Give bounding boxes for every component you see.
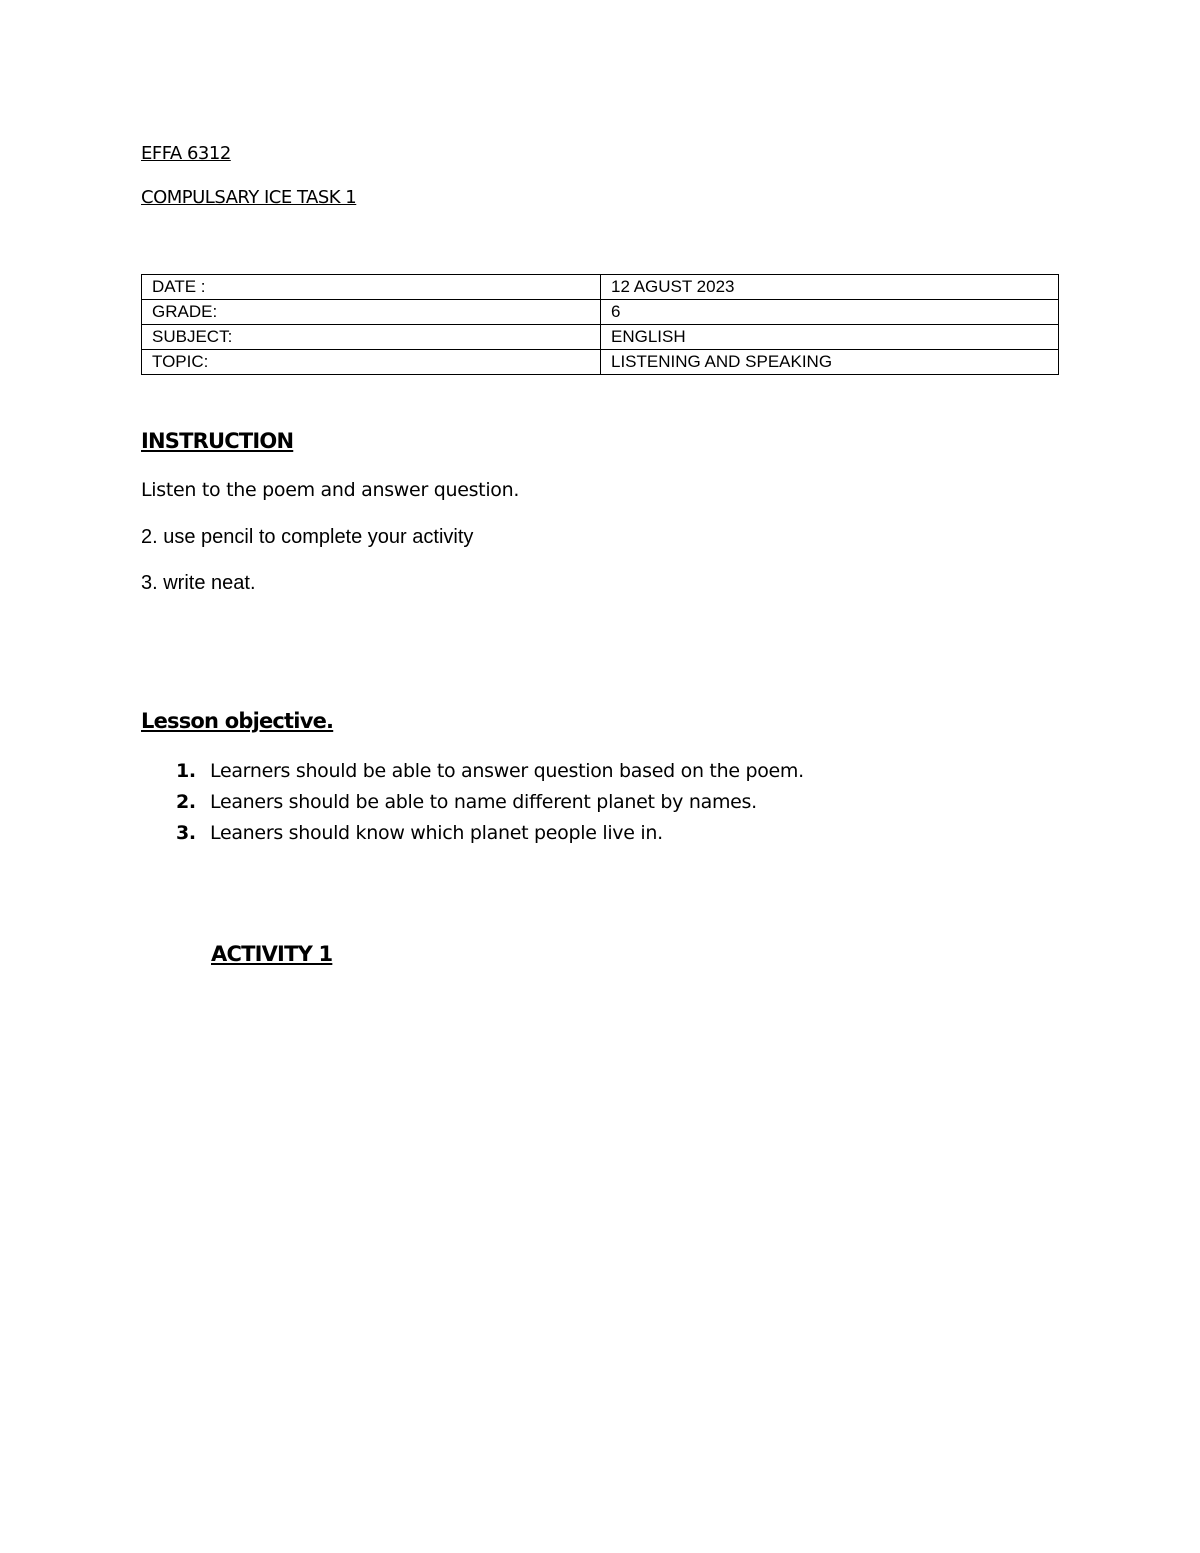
grade-value: 6 [601, 300, 1059, 325]
table-row [142, 275, 1059, 300]
lesson-objective-list [141, 756, 804, 849]
list-item-text: Learners should be able to answer question based on the poem. [210, 760, 804, 782]
list-item [141, 756, 804, 787]
list-item-text: Leaners should be able to name different planet by names. [210, 791, 757, 813]
table-row [142, 325, 1059, 350]
list-item [141, 818, 804, 849]
list-item-number: 3. [176, 822, 196, 844]
lesson-info-table [141, 274, 1059, 375]
task-title: COMPULSARY ICE TASK 1 [141, 187, 357, 208]
topic-value: LISTENING AND SPEAKING [601, 350, 1059, 375]
subject-value: ENGLISH [601, 325, 1059, 350]
instruction-line-3: 3. write neat. [141, 572, 256, 594]
list-item-text: Leaners should know which planet people live in. [210, 822, 663, 844]
activity-heading: ACTIVITY 1 [211, 942, 333, 966]
instruction-heading: INSTRUCTION [141, 429, 294, 453]
grade-label: GRADE: [142, 300, 601, 325]
table-row [142, 300, 1059, 325]
subject-label: SUBJECT: [142, 325, 601, 350]
list-item [141, 787, 804, 818]
instruction-line-1: Listen to the poem and answer question. [141, 479, 520, 501]
topic-label: TOPIC: [142, 350, 601, 375]
course-code: EFFA 6312 [141, 143, 231, 164]
date-label: DATE : [142, 275, 601, 300]
list-item-number: 2. [176, 791, 196, 813]
list-item-number: 1. [176, 760, 196, 782]
lesson-objective-heading: Lesson objective. [141, 709, 334, 733]
date-value: 12 AGUST 2023 [601, 275, 1059, 300]
table-row [142, 350, 1059, 375]
instruction-line-2: 2. use pencil to complete your activity [141, 526, 474, 548]
